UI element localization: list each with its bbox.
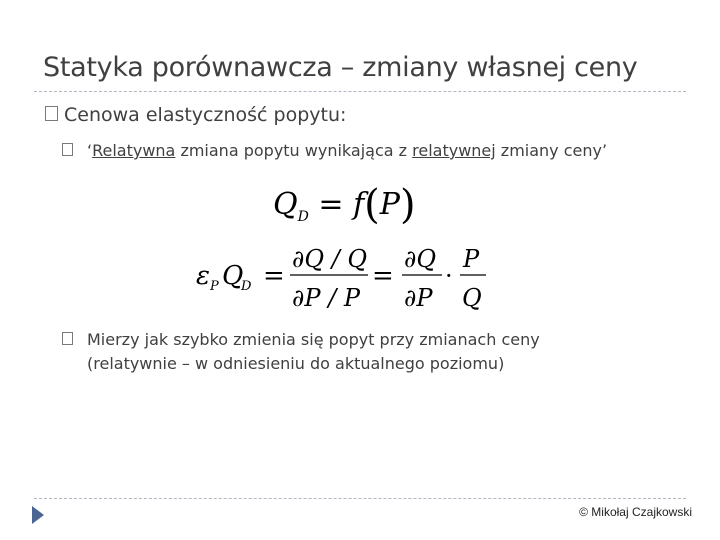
formula-lparen: (	[364, 182, 380, 228]
formula-epsilon: ε	[196, 261, 210, 291]
definition-middle: zmiana popytu wynikająca z	[175, 141, 413, 160]
fraction3-numerator: P	[463, 245, 480, 273]
footer-divider	[34, 498, 686, 499]
square-bullet-icon	[45, 106, 58, 121]
formula-equals-1: =	[263, 261, 285, 291]
formula-equals: =	[308, 187, 354, 222]
fraction1-numerator: ∂Q / Q	[292, 245, 368, 273]
formula-p: P	[379, 187, 400, 222]
interpretation-line-2: (relatywnie – w odniesieniu do aktualnego poziomu)	[87, 354, 505, 373]
square-bullet-icon	[62, 143, 73, 156]
sub-bullet-interpretation	[62, 328, 540, 376]
interpretation-line-1: Mierzy jak szybko zmienia się popyt przy zmianach ceny	[87, 330, 540, 349]
fraction2-numerator: ∂Q	[404, 245, 437, 273]
quote-open: ‘	[87, 141, 93, 160]
bullet-price-elasticity	[45, 104, 346, 126]
fraction2-denominator: ∂P	[404, 284, 433, 312]
title-divider	[34, 91, 686, 92]
bullet-text: Cenowa elastyczność popytu:	[64, 104, 347, 126]
formula-lhs-q: Q	[222, 261, 244, 291]
sub-bullet-definition	[62, 141, 607, 160]
fraction3-denominator: Q	[462, 284, 482, 312]
demand-function-formula	[273, 182, 416, 228]
multiply-dot: ·	[445, 262, 453, 290]
elasticity-formula	[196, 240, 496, 320]
term-relatywna: Relatywna	[92, 141, 176, 160]
footer-author: © Mikołaj Czajkowski	[579, 505, 692, 519]
formula-epsilon-subscript: P	[210, 279, 219, 294]
fraction1-denominator: ∂P / P	[292, 284, 361, 312]
formula-lhs-d-subscript: D	[241, 279, 252, 294]
formula-rparen: )	[399, 182, 416, 228]
formula-equals-2: =	[372, 261, 394, 291]
term-relatywnej: relatywnej	[412, 141, 496, 160]
definition-end: zmiany ceny’	[495, 141, 608, 160]
slide-title: Statyka porównawcza – zmiany własnej ceny	[43, 52, 638, 83]
formula-d-subscript: D	[297, 209, 309, 225]
formula-q: Q	[273, 187, 298, 222]
next-slide-arrow-icon[interactable]	[32, 506, 44, 524]
formula-f: f	[353, 187, 365, 222]
square-bullet-icon	[62, 332, 73, 345]
